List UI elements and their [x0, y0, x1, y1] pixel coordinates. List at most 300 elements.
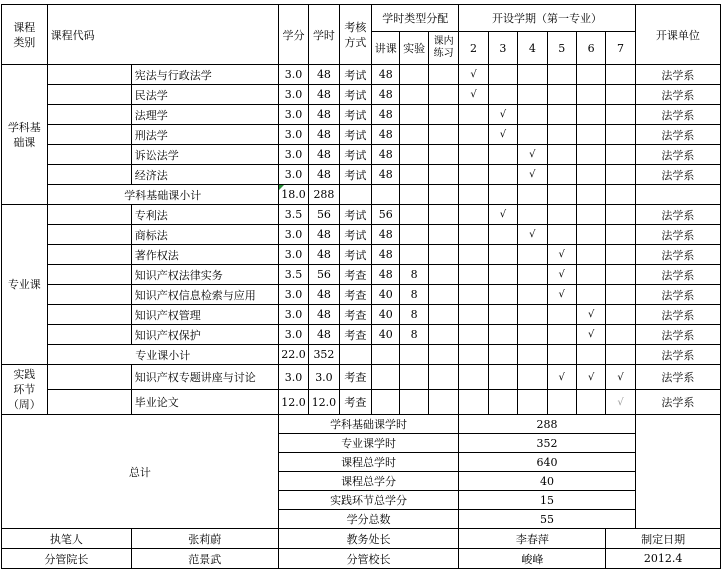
semester-check — [518, 65, 547, 85]
course-hours: 12.0 — [309, 390, 339, 415]
course-exam: 考查 — [339, 325, 371, 345]
course-code — [47, 205, 131, 225]
subtotal-hours: 288 — [309, 185, 339, 205]
semester-check: √ — [518, 165, 547, 185]
header-hours-type: 学时类型分配 — [372, 5, 459, 32]
semester-check: √ — [547, 365, 576, 390]
writer-label: 执笔人 — [2, 529, 132, 549]
summary-item-value: 352 — [459, 434, 635, 453]
empty-cell — [372, 345, 400, 365]
course-unit: 法学系 — [635, 245, 720, 265]
semester-check — [606, 85, 635, 105]
course-code — [47, 65, 131, 85]
semester-check: √ — [518, 225, 547, 245]
category-major: 专业课 — [2, 205, 48, 365]
header-lab: 实验 — [400, 32, 428, 65]
course-exam: 考试 — [339, 245, 371, 265]
table-row — [2, 205, 721, 225]
semester-check — [459, 225, 488, 245]
semester-check — [459, 105, 488, 125]
semester-check — [576, 245, 605, 265]
semester-check: √ — [606, 390, 635, 415]
course-hours: 48 — [309, 105, 339, 125]
semester-check — [576, 225, 605, 245]
course-lab — [400, 165, 428, 185]
semester-check — [518, 365, 547, 390]
course-lecture: 48 — [372, 125, 400, 145]
empty-cell — [400, 345, 428, 365]
dean-label: 教务处长 — [278, 529, 459, 549]
summary-item-value: 40 — [459, 472, 635, 491]
course-name: 知识产权信息检索与应用 — [131, 285, 278, 305]
course-unit: 法学系 — [635, 125, 720, 145]
course-name: 诉讼法学 — [131, 145, 278, 165]
semester-check: √ — [576, 305, 605, 325]
semester-check: √ — [547, 245, 576, 265]
course-name: 毕业论文 — [131, 390, 278, 415]
course-unit: 法学系 — [635, 205, 720, 225]
course-credit: 3.0 — [278, 145, 308, 165]
course-practice — [428, 145, 458, 165]
course-exam: 考查 — [339, 305, 371, 325]
course-exam: 考查 — [339, 265, 371, 285]
course-practice — [428, 85, 458, 105]
empty-cell — [428, 345, 458, 365]
semester-check — [606, 305, 635, 325]
header-semester-4: 4 — [518, 32, 547, 65]
course-lab — [400, 85, 428, 105]
table-row — [2, 145, 721, 165]
course-lab: 8 — [400, 305, 428, 325]
semester-check — [547, 305, 576, 325]
course-hours: 56 — [309, 205, 339, 225]
course-exam: 考试 — [339, 65, 371, 85]
table-row — [2, 85, 721, 105]
course-credit: 3.0 — [278, 85, 308, 105]
course-credit: 12.0 — [278, 390, 308, 415]
semester-check — [606, 145, 635, 165]
writer-name: 张莉蔚 — [131, 529, 278, 549]
semester-check — [488, 85, 517, 105]
curriculum-table — [1, 4, 721, 569]
header-unit: 开课单位 — [635, 5, 720, 65]
table-row — [2, 365, 721, 390]
course-exam: 考试 — [339, 85, 371, 105]
course-credit: 3.0 — [278, 125, 308, 145]
empty-cell — [459, 345, 488, 365]
semester-check — [576, 145, 605, 165]
dean-name: 李春萍 — [459, 529, 606, 549]
course-lab — [400, 145, 428, 165]
course-credit: 3.5 — [278, 265, 308, 285]
subtotal-label: 专业课小计 — [47, 345, 278, 365]
course-credit: 3.0 — [278, 245, 308, 265]
semester-check — [518, 105, 547, 125]
course-code — [47, 85, 131, 105]
course-code — [47, 365, 131, 390]
course-credit: 3.0 — [278, 285, 308, 305]
semester-check — [459, 265, 488, 285]
header-exam-type: 考核 方式 — [339, 5, 371, 65]
semester-check — [488, 365, 517, 390]
course-exam: 考试 — [339, 105, 371, 125]
empty-cell — [635, 415, 720, 529]
course-hours: 48 — [309, 165, 339, 185]
empty-cell — [518, 185, 547, 205]
semester-check: √ — [488, 105, 517, 125]
semester-check: √ — [459, 85, 488, 105]
course-code — [47, 125, 131, 145]
semester-check — [606, 265, 635, 285]
semester-check — [576, 65, 605, 85]
semester-check — [547, 125, 576, 145]
header-practice: 课内 练习 — [428, 32, 458, 65]
course-hours: 48 — [309, 285, 339, 305]
course-lecture: 48 — [372, 85, 400, 105]
course-name: 知识产权管理 — [131, 305, 278, 325]
semester-check — [488, 145, 517, 165]
empty-cell — [459, 185, 488, 205]
summary-item-label: 课程总学分 — [278, 472, 459, 491]
course-lecture: 56 — [372, 205, 400, 225]
semester-check — [518, 265, 547, 285]
table-row — [2, 245, 721, 265]
course-lecture: 48 — [372, 265, 400, 285]
course-credit: 3.0 — [278, 325, 308, 345]
summary-item-label: 学科基础课学时 — [278, 415, 459, 434]
course-hours: 48 — [309, 65, 339, 85]
course-code — [47, 245, 131, 265]
semester-check — [459, 165, 488, 185]
course-lecture: 48 — [372, 165, 400, 185]
course-lecture: 48 — [372, 245, 400, 265]
subtotal-credit: 18.0 — [278, 185, 308, 205]
course-lab — [400, 125, 428, 145]
subtotal-row — [2, 345, 721, 365]
semester-check — [518, 85, 547, 105]
course-practice — [428, 205, 458, 225]
course-hours: 48 — [309, 145, 339, 165]
course-code — [47, 145, 131, 165]
course-lab — [400, 390, 428, 415]
summary-row — [2, 415, 721, 434]
course-lecture: 40 — [372, 325, 400, 345]
semester-check: √ — [606, 365, 635, 390]
table-row — [2, 165, 721, 185]
table-row — [2, 65, 721, 85]
table-row — [2, 125, 721, 145]
semester-check — [547, 390, 576, 415]
course-practice — [428, 65, 458, 85]
course-code — [47, 305, 131, 325]
semester-check — [459, 325, 488, 345]
course-credit: 3.5 — [278, 205, 308, 225]
semester-check: √ — [488, 205, 517, 225]
course-unit: 法学系 — [635, 165, 720, 185]
course-lab: 8 — [400, 285, 428, 305]
table-row — [2, 285, 721, 305]
date-label: 制定日期 — [606, 529, 721, 549]
president-name: 峻峰 — [459, 549, 606, 569]
course-exam: 考试 — [339, 225, 371, 245]
semester-check: √ — [547, 285, 576, 305]
summary-item-label: 专业课学时 — [278, 434, 459, 453]
course-unit: 法学系 — [635, 365, 720, 390]
course-unit: 法学系 — [635, 285, 720, 305]
header-semester-7: 7 — [606, 32, 635, 65]
semester-check: √ — [488, 125, 517, 145]
course-practice — [428, 285, 458, 305]
semester-check — [606, 245, 635, 265]
course-practice — [428, 165, 458, 185]
semester-check — [459, 390, 488, 415]
semester-check — [547, 325, 576, 345]
course-exam: 考查 — [339, 285, 371, 305]
course-lab: 8 — [400, 325, 428, 345]
course-practice — [428, 305, 458, 325]
course-exam: 考查 — [339, 365, 371, 390]
empty-cell — [576, 345, 605, 365]
empty-cell — [339, 345, 371, 365]
semester-check — [488, 305, 517, 325]
semester-check — [518, 305, 547, 325]
course-hours: 48 — [309, 85, 339, 105]
semester-check — [606, 125, 635, 145]
signature-row — [2, 529, 721, 549]
table-row — [2, 225, 721, 245]
semester-check — [488, 165, 517, 185]
course-lecture — [372, 365, 400, 390]
summary-item-value: 640 — [459, 453, 635, 472]
empty-cell — [488, 345, 517, 365]
course-credit: 3.0 — [278, 225, 308, 245]
semester-check: √ — [576, 365, 605, 390]
course-name: 商标法 — [131, 225, 278, 245]
header-semester-6: 6 — [576, 32, 605, 65]
semester-check: √ — [518, 145, 547, 165]
semester-check: √ — [459, 65, 488, 85]
course-unit: 法学系 — [635, 225, 720, 245]
empty-cell — [606, 185, 635, 205]
semester-check — [606, 165, 635, 185]
empty-cell — [400, 185, 428, 205]
course-credit: 3.0 — [278, 105, 308, 125]
semester-check — [576, 265, 605, 285]
empty-cell — [547, 345, 576, 365]
course-lab — [400, 245, 428, 265]
vp-label: 分管院长 — [2, 549, 132, 569]
empty-cell — [488, 185, 517, 205]
semester-check — [576, 85, 605, 105]
course-code — [47, 105, 131, 125]
course-lecture: 48 — [372, 145, 400, 165]
course-exam: 考试 — [339, 125, 371, 145]
course-lab — [400, 365, 428, 390]
semester-check — [576, 285, 605, 305]
course-hours: 48 — [309, 125, 339, 145]
semester-check — [606, 65, 635, 85]
course-practice — [428, 265, 458, 285]
semester-check — [547, 85, 576, 105]
header-semester-3: 3 — [488, 32, 517, 65]
semester-check — [459, 365, 488, 390]
semester-check — [547, 65, 576, 85]
category-practice: 实践 环节 （周） — [2, 365, 48, 415]
course-code — [47, 325, 131, 345]
semester-check — [459, 145, 488, 165]
course-exam: 考查 — [339, 390, 371, 415]
semester-check: √ — [547, 265, 576, 285]
course-name: 知识产权专题讲座与讨论 — [131, 365, 278, 390]
course-code — [47, 165, 131, 185]
header-lecture: 讲课 — [372, 32, 400, 65]
president-label: 分管校长 — [278, 549, 459, 569]
course-hours: 48 — [309, 325, 339, 345]
course-hours: 48 — [309, 225, 339, 245]
course-code — [47, 390, 131, 415]
course-name: 宪法与行政法学 — [131, 65, 278, 85]
empty-cell — [576, 185, 605, 205]
semester-check — [606, 225, 635, 245]
course-lecture — [372, 390, 400, 415]
semester-check — [518, 205, 547, 225]
course-lecture: 48 — [372, 105, 400, 125]
course-unit: 法学系 — [635, 65, 720, 85]
semester-check — [488, 325, 517, 345]
semester-check: √ — [576, 325, 605, 345]
semester-check — [459, 285, 488, 305]
table-row — [2, 265, 721, 285]
course-name: 法理学 — [131, 105, 278, 125]
course-hours: 56 — [309, 265, 339, 285]
course-credit: 3.0 — [278, 165, 308, 185]
semester-check — [547, 145, 576, 165]
course-exam: 考试 — [339, 145, 371, 165]
course-lab — [400, 105, 428, 125]
course-exam: 考试 — [339, 165, 371, 185]
empty-cell — [547, 185, 576, 205]
semester-check — [606, 285, 635, 305]
semester-check — [547, 225, 576, 245]
course-practice — [428, 325, 458, 345]
vp-name: 范景武 — [131, 549, 278, 569]
subtotal-hours: 352 — [309, 345, 339, 365]
summary-item-value: 15 — [459, 491, 635, 510]
course-name: 知识产权保护 — [131, 325, 278, 345]
semester-check — [459, 245, 488, 265]
course-code — [47, 285, 131, 305]
header-semester-2: 2 — [459, 32, 488, 65]
course-name: 经济法 — [131, 165, 278, 185]
course-code — [47, 265, 131, 285]
course-unit: 法学系 — [635, 145, 720, 165]
header-category: 课程 类别 — [2, 5, 48, 65]
course-exam: 考试 — [339, 205, 371, 225]
course-hours: 3.0 — [309, 365, 339, 390]
course-name: 知识产权法律实务 — [131, 265, 278, 285]
semester-check — [606, 205, 635, 225]
header-hours: 学时 — [309, 5, 339, 65]
subtotal-unit — [635, 185, 720, 205]
course-lab: 8 — [400, 265, 428, 285]
category-basic: 学科基 础课 — [2, 65, 48, 205]
table-row — [2, 105, 721, 125]
header-semester: 开设学期（第一专业） — [459, 5, 635, 32]
semester-check — [606, 105, 635, 125]
table-row — [2, 325, 721, 345]
semester-check — [459, 305, 488, 325]
course-credit: 3.0 — [278, 365, 308, 390]
semester-check — [488, 390, 517, 415]
empty-cell — [606, 345, 635, 365]
course-practice — [428, 245, 458, 265]
course-unit: 法学系 — [635, 265, 720, 285]
course-lab — [400, 205, 428, 225]
semester-check — [606, 325, 635, 345]
course-practice — [428, 365, 458, 390]
course-unit: 法学系 — [635, 325, 720, 345]
summary-item-value: 288 — [459, 415, 635, 434]
course-lecture: 48 — [372, 65, 400, 85]
summary-item-value: 55 — [459, 510, 635, 529]
subtotal-row — [2, 185, 721, 205]
course-practice — [428, 105, 458, 125]
course-unit: 法学系 — [635, 305, 720, 325]
course-name: 专利法 — [131, 205, 278, 225]
subtotal-credit: 22.0 — [278, 345, 308, 365]
course-unit: 法学系 — [635, 390, 720, 415]
table-row — [2, 390, 721, 415]
header-course-code: 课程代码 — [47, 5, 278, 65]
header-credit: 学分 — [278, 5, 308, 65]
summary-item-label: 实践环节总学分 — [278, 491, 459, 510]
empty-cell — [518, 345, 547, 365]
subtotal-label: 学科基础课小计 — [47, 185, 278, 205]
signature-row — [2, 549, 721, 569]
semester-check — [576, 125, 605, 145]
empty-cell — [339, 185, 371, 205]
course-credit: 3.0 — [278, 305, 308, 325]
semester-check — [518, 125, 547, 145]
empty-cell — [428, 185, 458, 205]
semester-check — [576, 390, 605, 415]
course-hours: 48 — [309, 245, 339, 265]
semester-check — [518, 390, 547, 415]
summary-item-label: 课程总学时 — [278, 453, 459, 472]
subtotal-unit: 法学系 — [635, 345, 720, 365]
course-credit: 3.0 — [278, 65, 308, 85]
semester-check — [547, 105, 576, 125]
course-name: 著作权法 — [131, 245, 278, 265]
table-row — [2, 305, 721, 325]
semester-check — [488, 265, 517, 285]
semester-check — [547, 165, 576, 185]
semester-check — [488, 245, 517, 265]
semester-check — [459, 125, 488, 145]
semester-check — [547, 205, 576, 225]
semester-check — [518, 325, 547, 345]
semester-check — [576, 165, 605, 185]
semester-check — [488, 225, 517, 245]
semester-check — [488, 285, 517, 305]
course-unit: 法学系 — [635, 85, 720, 105]
summary-label: 总计 — [2, 415, 279, 529]
course-name: 刑法学 — [131, 125, 278, 145]
date-value: 2012.4 — [606, 549, 721, 569]
header-semester-5: 5 — [547, 32, 576, 65]
course-code — [47, 225, 131, 245]
semester-check — [459, 205, 488, 225]
